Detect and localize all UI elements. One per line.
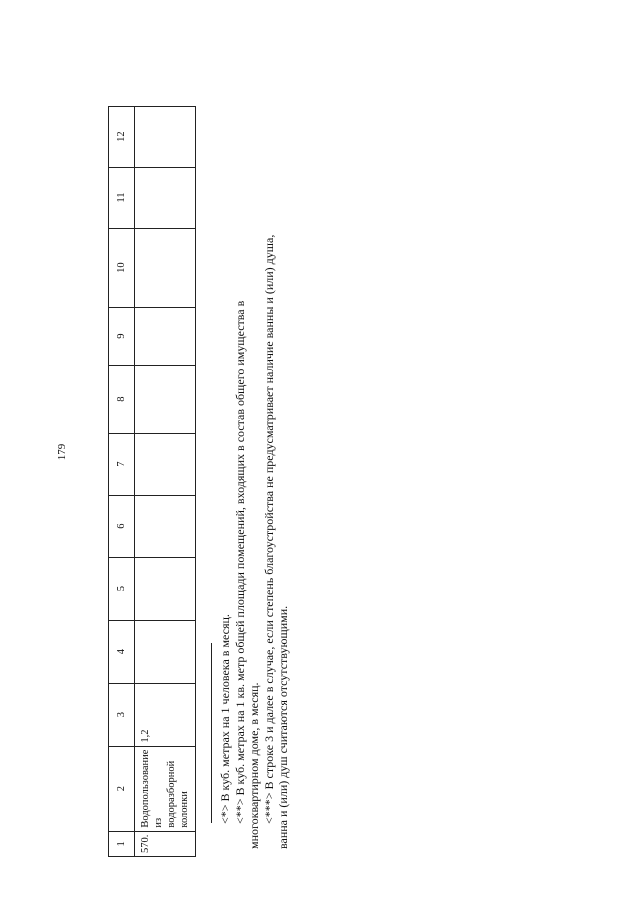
footnote-1: <*> В куб. метрах на 1 человека в месяц. [218,614,232,824]
header-cell: 8 [109,365,135,433]
service-name-cell: Водопользование из водоразборной колонки [135,746,196,831]
header-cell: 7 [109,433,135,495]
footnote-divider [211,643,212,823]
header-cell: 5 [109,557,135,620]
table-cell [135,307,196,365]
header-cell: 10 [109,228,135,307]
norms-table [108,106,196,857]
header-cell: 6 [109,495,135,557]
header-cell: 11 [109,167,135,228]
header-cell: 2 [109,746,135,831]
header-cell: 3 [109,683,135,746]
header-cell: 9 [109,307,135,365]
page-number: 179 [56,443,68,461]
norm-value-cell: 1,2 [135,683,196,746]
table-cell [135,106,196,167]
header-cell: 12 [109,106,135,167]
table-cell [135,167,196,228]
table-cell [135,433,196,495]
table-cell [135,620,196,683]
footnote-2: <**> В куб. метрах на 1 кв. метр общей площади помещений, входящих в состав общего имущества в многоквартирном доме, в месяц. [232,300,261,849]
table-cell [135,228,196,307]
header-cell: 4 [109,620,135,683]
table-cell [135,495,196,557]
table-cell [135,557,196,620]
footnotes [218,209,291,849]
table-header-row [109,106,135,856]
footnote-3: <***> В строке 3 и далее в случае, если степень благоустройства не предусматривает наличие ванны и (или) душа, ванна и (или) душ считаются отсутствующими. [261,234,290,849]
header-cell: 1 [109,831,135,856]
table-cell [135,365,196,433]
table-row [135,106,196,856]
row-number-cell: 570. [135,831,196,856]
